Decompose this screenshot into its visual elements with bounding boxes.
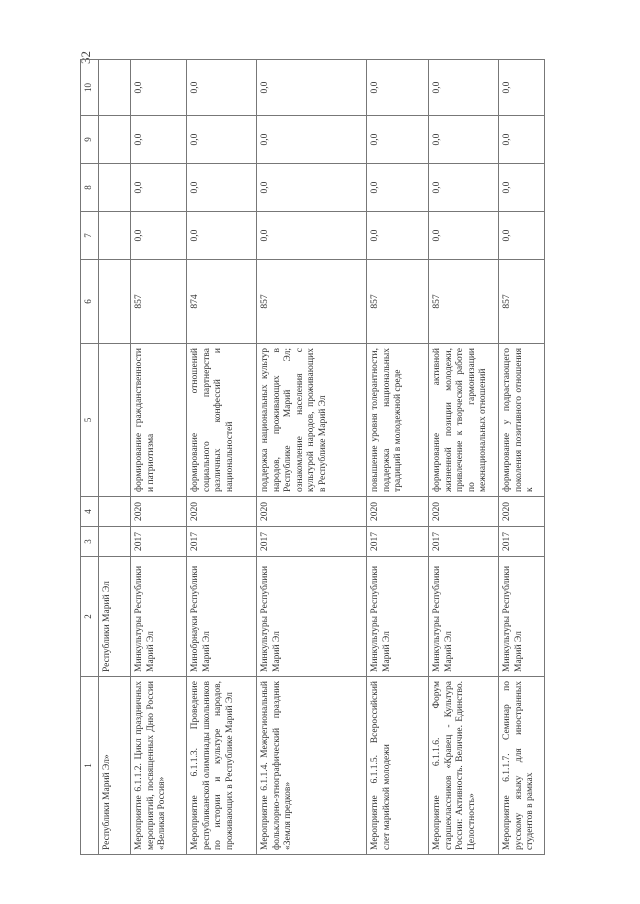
table-cell: 0,0	[131, 116, 187, 164]
table-cell: Минкультуры Республики Марий Эл	[499, 557, 545, 677]
column-header: 5	[81, 344, 99, 497]
column-header: 7	[81, 212, 99, 260]
table-cell: 0,0	[187, 212, 257, 260]
table-cell: 857	[257, 260, 367, 344]
table-cell: 0,0	[499, 60, 545, 116]
table-row	[499, 60, 545, 855]
table-cell: Минкультуры Республики Марий Эл	[131, 557, 187, 677]
table-cell: 2017	[367, 527, 429, 557]
table-cell: 2017	[131, 527, 187, 557]
table-cell: 0,0	[257, 212, 367, 260]
table-cell: 0,0	[367, 212, 429, 260]
table-cell	[99, 116, 131, 164]
table-cell: 0,0	[131, 60, 187, 116]
table-cell: поддержка национальных культур народов, проживающих в Республике Марий Эл; ознакомление населения с культурой народов, проживающих в Республике Марий Эл	[257, 344, 367, 497]
table-cell: повышение уровня толерантности, поддержка национальных традиций в молодежной среде	[367, 344, 429, 497]
table-row	[131, 60, 187, 855]
table-cell: Мероприятие 6.1.1.3. Проведение республиканской олимпиады школьников по истории и культуре народов, проживающих в Республике Марий Эл	[187, 677, 257, 855]
table-cell: 0,0	[429, 116, 499, 164]
table-cell: Мероприятие 6.1.1.2. Цикл праздничных мероприятий, посвященных Дню России «Великая Россия»	[131, 677, 187, 855]
column-header: 3	[81, 527, 99, 557]
table-cell: формирование гражданственности и патриотизма	[131, 344, 187, 497]
table-cell: 0,0	[429, 60, 499, 116]
table-header-row	[81, 60, 99, 855]
table-cell: 0,0	[257, 164, 367, 212]
table-cell: формирование у подрастающего поколения позитивного отношения к	[499, 344, 545, 497]
table-cell: 0,0	[429, 212, 499, 260]
table-cell: Республики Марий Эл»	[99, 677, 131, 855]
table-cell: 0,0	[131, 212, 187, 260]
table-cell: Мероприятие 6.1.1.4. Межрегиональный фольклорно-этнографический праздник «Земля предков»	[257, 677, 367, 855]
table-cell: 0,0	[429, 164, 499, 212]
table-cell: Мероприятие 6.1.1.5. Всероссийский слет марийской молодежи	[367, 677, 429, 855]
table-cell: 0,0	[367, 116, 429, 164]
table-cell: Минобрнауки Республики Марий Эл	[187, 557, 257, 677]
table-cell: 2017	[187, 527, 257, 557]
table-cell: 0,0	[187, 116, 257, 164]
table-cell: 2017	[257, 527, 367, 557]
table-cell	[99, 344, 131, 497]
column-header: 4	[81, 497, 99, 527]
table-cell: 857	[429, 260, 499, 344]
table-cell: 0,0	[499, 212, 545, 260]
table-cell: 2017	[499, 527, 545, 557]
table-cell: Минкультуры Республики Марий Эл	[367, 557, 429, 677]
table-cell	[99, 212, 131, 260]
table-cell: Республики Марий Эл	[99, 557, 131, 677]
table-cell: 2020	[499, 497, 545, 527]
table-cell	[99, 60, 131, 116]
table-cell: формирование отношений социального партнерства различных конфессий и национальностей	[187, 344, 257, 497]
table-cell: 0,0	[131, 164, 187, 212]
table-cell: 0,0	[187, 164, 257, 212]
table-cell: 0,0	[499, 164, 545, 212]
table-cell: 0,0	[187, 60, 257, 116]
table-cell: Минкультуры Республики Марий Эл	[429, 557, 499, 677]
column-header: 9	[81, 116, 99, 164]
rotated-table-container	[80, 60, 640, 855]
table-cell: 857	[131, 260, 187, 344]
page-number: 32	[78, 51, 93, 64]
table-cell	[99, 164, 131, 212]
column-header: 10	[81, 60, 99, 116]
table-cell: 2020	[367, 497, 429, 527]
table-row	[429, 60, 499, 855]
table-cell	[99, 260, 131, 344]
table-row	[99, 60, 131, 855]
table-cell	[99, 527, 131, 557]
table-cell: 2017	[429, 527, 499, 557]
table-cell: формирование активной жизненной позиции молодежи, привлечение к творческой работе по гармонизации межнациональных отношений	[429, 344, 499, 497]
column-header: 8	[81, 164, 99, 212]
table-cell	[99, 497, 131, 527]
table-cell: 2020	[257, 497, 367, 527]
table-cell: Мероприятие 6.1.1.6. Форум старшеклассников «Кравец - Культура России: Активность. Величие. Единство. Целостность»	[429, 677, 499, 855]
table-cell: Минкультуры Республики Марий Эл	[257, 557, 367, 677]
table-row	[367, 60, 429, 855]
table-cell: 0,0	[257, 116, 367, 164]
table-cell: 0,0	[367, 60, 429, 116]
table-cell: 2020	[131, 497, 187, 527]
table-cell: 857	[499, 260, 545, 344]
table-cell: Мероприятие 6.1.1.7. Семинар по русскому языку для иностранных студентов в рамках	[499, 677, 545, 855]
table-row	[257, 60, 367, 855]
column-header: 6	[81, 260, 99, 344]
table-cell: 0,0	[499, 116, 545, 164]
table-cell: 2020	[429, 497, 499, 527]
column-header: 2	[81, 557, 99, 677]
table-cell: 0,0	[257, 60, 367, 116]
table-cell: 0,0	[367, 164, 429, 212]
program-table	[80, 59, 545, 855]
table-row	[187, 60, 257, 855]
table-cell: 874	[187, 260, 257, 344]
column-header: 1	[81, 677, 99, 855]
table-cell: 857	[367, 260, 429, 344]
table-cell: 2020	[187, 497, 257, 527]
